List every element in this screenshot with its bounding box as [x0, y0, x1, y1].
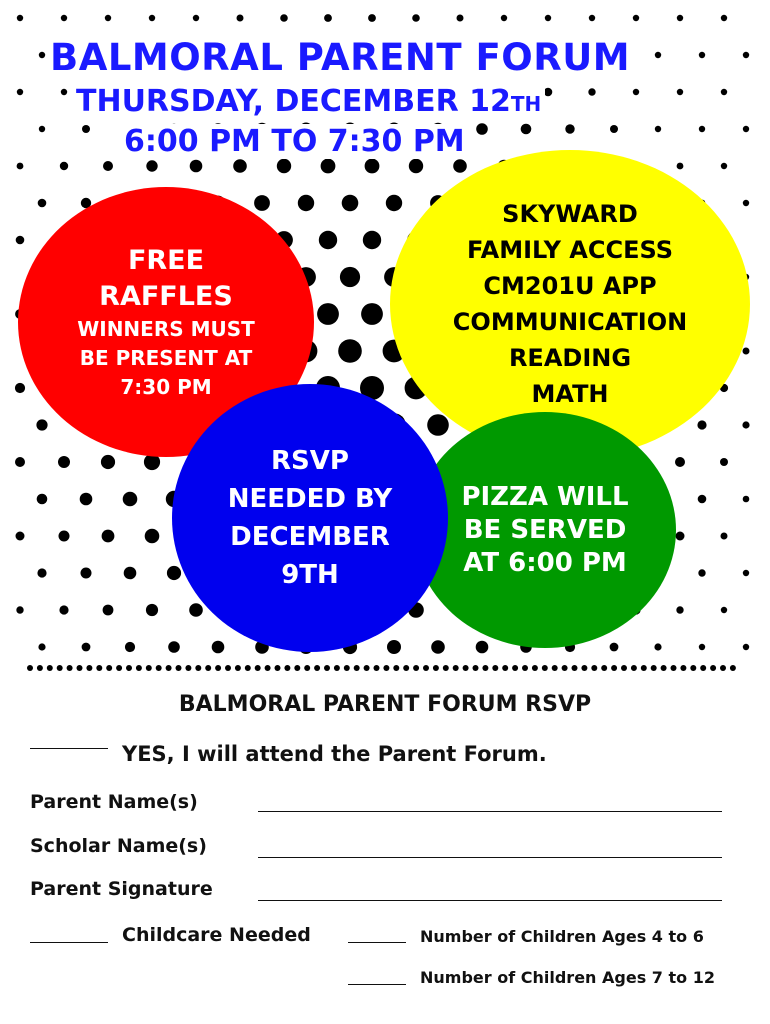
attend-blank[interactable] [30, 748, 108, 749]
event-date-main: THURSDAY, DECEMBER 12 [76, 84, 511, 119]
topic-line: COMMUNICATION [452, 308, 688, 336]
parent-names-field[interactable] [258, 791, 722, 812]
ages-4-6-blank[interactable] [348, 930, 406, 943]
raffle-line: FREE [127, 244, 205, 276]
raffle-line: BE PRESENT AT [79, 345, 253, 370]
topic-line: SKYWARD [502, 200, 638, 228]
pizza-circle [414, 412, 676, 648]
topic-line: FAMILY ACCESS [466, 236, 673, 264]
rsvp-line: DECEMBER [230, 522, 390, 552]
ages-7-12-blank[interactable] [348, 972, 406, 985]
event-time: 6:00 PM TO 7:30 PM [120, 124, 469, 159]
ages-4-6-label: Number of Children Ages 4 to 6 [420, 927, 704, 946]
scholar-names-field[interactable] [258, 837, 722, 858]
topic-line: MATH [531, 380, 609, 408]
scholar-names-label: Scholar Name(s) [30, 835, 207, 857]
topic-line: READING [508, 344, 632, 372]
topics-circle [390, 150, 750, 458]
pizza-line: BE SERVED [463, 514, 627, 545]
attend-text: YES, I will attend the Parent Forum. [122, 742, 547, 766]
event-date-suffix: TH [510, 92, 542, 116]
rsvp-form-title: BALMORAL PARENT FORUM RSVP [178, 692, 592, 717]
ages-7-12-label: Number of Children Ages 7 to 12 [420, 968, 715, 987]
childcare-blank[interactable] [30, 930, 108, 943]
event-date [72, 84, 545, 119]
signature-label: Parent Signature [30, 878, 213, 900]
rsvp-line: NEEDED BY [227, 484, 393, 514]
pizza-line: PIZZA WILL [461, 481, 629, 512]
raffle-line: 7:30 PM [120, 374, 212, 399]
parent-names-label: Parent Name(s) [30, 791, 198, 813]
event-title: BALMORAL PARENT FORUM [46, 36, 634, 79]
childcare-label: Childcare Needed [122, 924, 311, 946]
pizza-line: AT 6:00 PM [463, 547, 627, 578]
rsvp-line: RSVP [271, 446, 349, 476]
topic-line: CM201U APP [483, 272, 657, 300]
dotted-separator [26, 664, 744, 672]
rsvp-circle [172, 384, 448, 652]
raffle-line: WINNERS MUST [77, 316, 255, 341]
rsvp-line: 9TH [281, 560, 339, 590]
raffle-line: RAFFLES [99, 280, 233, 312]
signature-field[interactable] [258, 880, 722, 901]
